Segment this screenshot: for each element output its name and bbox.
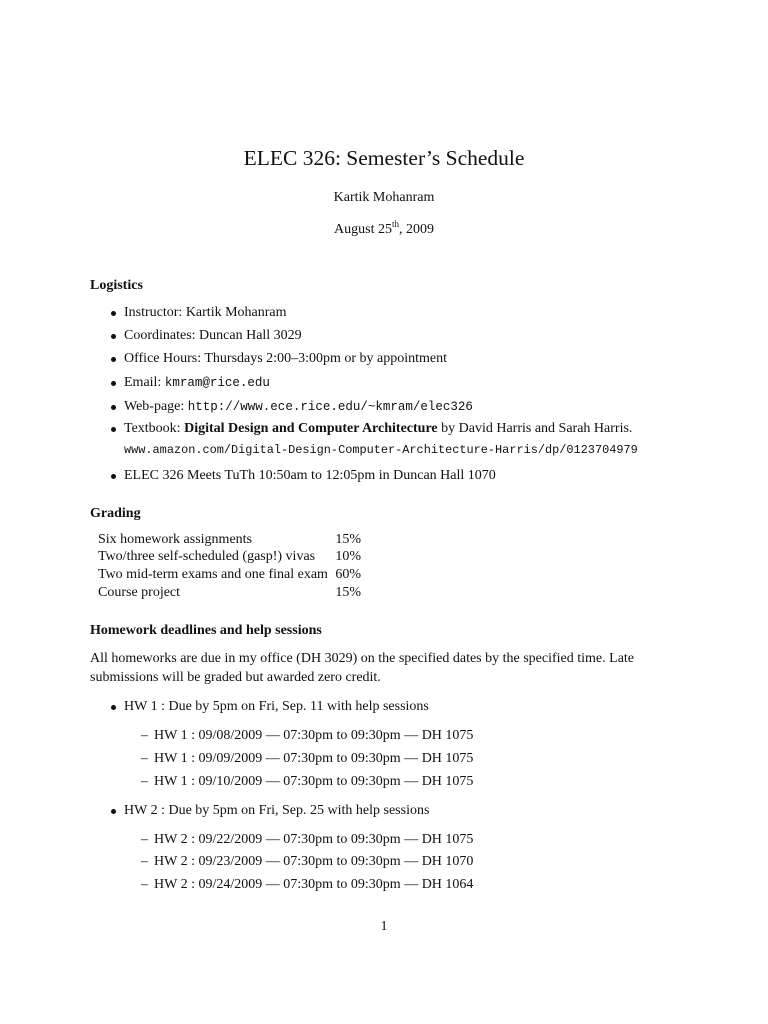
- textbook-authors: by David Harris and Sarah Harris.: [437, 421, 633, 436]
- logistics-heading: Logistics: [90, 278, 143, 293]
- homework-intro: All homeworks are due in my office (DH 3029) on the specified dates by the specified time. Late submissions will be graded but awarded zero credit.: [90, 651, 635, 685]
- webpage-line: [124, 398, 473, 416]
- page-number: 1: [380, 919, 388, 934]
- bullet-icon: [111, 474, 116, 479]
- hw2-summary: HW 2 : Due by 5pm on Fri, Sep. 25 with help sessions: [124, 803, 430, 818]
- homework-heading: Homework deadlines and help sessions: [90, 623, 322, 638]
- grading-label: Two/three self-scheduled (gasp!) vivas: [98, 549, 316, 564]
- dash-marker: –: [141, 774, 148, 789]
- instructor-text: Instructor: Kartik Mohanram: [124, 305, 287, 320]
- meets-text: ELEC 326 Meets TuTh 10:50am to 12:05pm in Duncan Hall 1070: [124, 468, 496, 483]
- grading-percent: 60%: [335, 567, 361, 582]
- dash-marker: –: [141, 728, 148, 743]
- document-title: ELEC 326: Semester’s Schedule: [243, 146, 525, 170]
- hw1-summary: HW 1 : Due by 5pm on Fri, Sep. 11 with help sessions: [124, 699, 429, 714]
- document-date: [0, 221, 768, 239]
- grading-label: Six homework assignments: [98, 532, 252, 547]
- bullet-icon: [111, 427, 116, 432]
- session-text: HW 1 : 09/08/2009 — 07:30pm to 09:30pm — DH 1075: [154, 728, 474, 743]
- textbook-label: Textbook:: [124, 421, 185, 436]
- bullet-icon: [111, 381, 116, 386]
- author-name: Kartik Mohanram: [333, 190, 435, 205]
- office-hours-text: Office Hours: Thursdays 2:00–3:00pm or by appointment: [124, 351, 447, 366]
- webpage-label: Web-page:: [124, 399, 188, 414]
- email-link[interactable]: kmram@rice.edu: [164, 376, 270, 390]
- bullet-icon: [111, 705, 116, 710]
- email-label: Email:: [124, 375, 165, 390]
- grading-heading: Grading: [90, 506, 141, 521]
- coordinates-text: Coordinates: Duncan Hall 3029: [124, 328, 302, 343]
- bullet-icon: [111, 357, 116, 362]
- dash-marker: –: [141, 854, 148, 869]
- date-year: , 2009: [398, 222, 434, 237]
- session-text: HW 1 : 09/10/2009 — 07:30pm to 09:30pm — DH 1075: [154, 774, 474, 789]
- session-text: HW 2 : 09/24/2009 — 07:30pm to 09:30pm — DH 1064: [154, 877, 474, 892]
- grading-percent: 10%: [335, 549, 361, 564]
- textbook-title: Digital Design and Computer Architecture: [184, 421, 438, 436]
- dash-marker: –: [141, 832, 148, 847]
- grading-percent: 15%: [335, 532, 361, 547]
- dash-marker: –: [141, 751, 148, 766]
- session-text: HW 1 : 09/09/2009 — 07:30pm to 09:30pm — DH 1075: [154, 751, 474, 766]
- bullet-icon: [111, 405, 116, 410]
- dash-marker: –: [141, 877, 148, 892]
- textbook-url-link[interactable]: www.amazon.com/Digital-Design-Computer-Architecture-Harris/dp/0123704979: [124, 443, 638, 457]
- session-text: HW 2 : 09/23/2009 — 07:30pm to 09:30pm — DH 1070: [154, 854, 474, 869]
- bullet-icon: [111, 809, 116, 814]
- date-ordinal: th: [391, 219, 399, 229]
- bullet-icon: [111, 334, 116, 339]
- grading-percent: 15%: [335, 585, 361, 600]
- textbook-line: [124, 420, 632, 438]
- date-day: August 25: [334, 222, 392, 237]
- grading-label: Course project: [98, 585, 181, 600]
- bullet-icon: [111, 311, 116, 316]
- session-text: HW 2 : 09/22/2009 — 07:30pm to 09:30pm — DH 1075: [154, 832, 474, 847]
- grading-label: Two mid-term exams and one final exam: [98, 567, 328, 582]
- email-line: [124, 374, 270, 392]
- webpage-link[interactable]: http://www.ece.rice.edu/~kmram/elec326: [187, 400, 473, 414]
